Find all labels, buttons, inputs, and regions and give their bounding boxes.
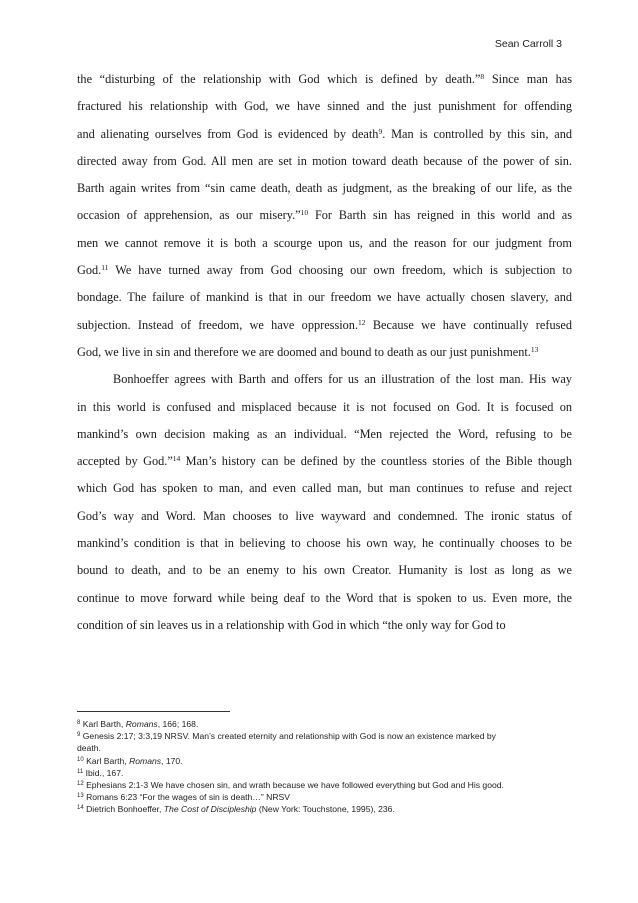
footnote (77, 767, 567, 779)
body-line-text: accepted by God.” (77, 454, 173, 469)
body-line-text: mankind’s condition is that in believing to choose his own way, he continually chooses to be (77, 536, 572, 551)
body-line-text: men we cannot remove it is both a scourge upon us, and the reason for our judgment from (77, 235, 572, 250)
footnote (77, 755, 567, 767)
body-line-text: God’s way and Word. Man chooses to live wayward and condemned. The ironic status of (77, 508, 572, 523)
body-line (77, 448, 572, 475)
body-line-text: Because we have continually refused (365, 317, 572, 332)
body-line (77, 421, 572, 448)
footnote-number: 12 (77, 781, 84, 788)
body-line-text: For Barth sin has reigned in this world and as (308, 208, 573, 223)
body-line (77, 530, 572, 557)
footnote (77, 742, 567, 754)
footnote-number: 14 (77, 805, 84, 812)
footnote-text: death. (77, 743, 101, 754)
footnote-separator (77, 711, 230, 712)
body-line (77, 394, 572, 421)
body-line-text: continue to move forward while being deaf to the Word that is spoken to us. Even more, the (77, 590, 572, 605)
footnote-text: , 166; 168. (157, 719, 199, 729)
body-line (77, 366, 572, 393)
footnote-title: The Cost of Discipleship (163, 804, 257, 815)
body-line-text: the “disturbing of the relationship with God which is defined by death.” (77, 72, 481, 86)
body-line (77, 585, 572, 612)
body-text (77, 66, 572, 639)
footnote-reference[interactable]: 8 (480, 72, 485, 81)
body-line-text: God. (77, 263, 102, 278)
footnote-text: Romans 6:23 “For the wages of sin is death…” NRSV (83, 792, 291, 803)
footnote-text: Ephesians 2:1-3 We have chosen sin, and wrath because we have followed everything but God and His good. (83, 780, 504, 791)
body-line-text: Man’s history can be defined by the countless stories of the Bible though (180, 454, 572, 469)
footnote-number: 8 (77, 720, 81, 726)
body-line (77, 284, 572, 311)
footnote-reference[interactable]: 11 (101, 263, 109, 273)
running-header: Sean Carroll 3 (494, 38, 562, 50)
body-line (77, 475, 572, 502)
body-line-text: bound to death, and to be an enemy to his own Creator. Humanity is lost as long as we (77, 563, 572, 578)
footnote (77, 779, 567, 791)
body-line-text: in this world is confused and misplaced because it is not focused on God. It is focused on (77, 399, 572, 414)
body-line (77, 93, 572, 120)
footnote-title: Romans (125, 719, 158, 729)
body-line-text: Barth again writes from “sin came death, death as judgment, as the breaking of our life, as the (77, 181, 572, 196)
body-line-text: directed away from God. All men are set in motion toward death because of the power of sin. (77, 153, 572, 168)
footnote-reference[interactable]: 12 (358, 317, 366, 327)
body-line (77, 612, 572, 639)
body-line-text: fractured his relationship with God, we have sinned and the just punishment for offending (77, 99, 572, 114)
body-line-text: God, we live in sin and therefore we are doomed and bound to death as our just punishment. (77, 344, 531, 359)
body-line (77, 175, 572, 202)
footnote-number: 10 (77, 756, 84, 763)
footnote-reference[interactable]: 13 (530, 344, 539, 354)
footnote (77, 803, 567, 815)
footnote-text: (New York: Touchstone, 1995), 236. (256, 804, 395, 815)
body-line (77, 202, 572, 229)
body-line-text: which God has spoken to man, and even called man, but man continues to refuse and reject (77, 481, 572, 496)
body-line (77, 66, 572, 93)
body-line-text: condition of sin leaves us in a relationship with God in which “the only way for God to (77, 617, 506, 632)
body-line (77, 503, 572, 530)
footnote-number: 11 (77, 768, 84, 775)
body-line-text: We have turned away from God choosing our own freedom, which is subjection to (108, 263, 572, 278)
footnote-text: Karl Barth, (83, 755, 130, 766)
body-line (77, 230, 572, 257)
footnote-title: Romans (129, 755, 162, 766)
body-line-text: Since man has (484, 72, 572, 86)
body-line-text: mankind’s own decision making as an individual. “Men rejected the Word, refusing to be (77, 426, 572, 441)
body-line-text: Bonhoeffer agrees with Barth and offers for us an illustration of the lost man. His way (113, 372, 572, 387)
body-line (77, 121, 572, 148)
footnote-number: 13 (77, 793, 84, 800)
body-line (77, 257, 572, 284)
footnote-reference[interactable]: 9 (378, 126, 383, 136)
body-line (77, 339, 572, 366)
body-line (77, 557, 572, 584)
footnotes (77, 718, 567, 816)
body-line-text: bondage. The failure of mankind is that in our freedom we have actually chosen slavery, and (77, 290, 572, 305)
body-line (77, 312, 572, 339)
footnote-number: 9 (77, 732, 81, 739)
body-line (77, 148, 572, 175)
body-line-text: occasion of apprehension, as our misery.” (77, 208, 301, 223)
footnote-text: , 170. (161, 755, 183, 766)
footnote-text: Ibid., 167. (83, 767, 124, 778)
footnote (77, 730, 567, 742)
footnote-text: Karl Barth, (80, 719, 126, 729)
footnote-text: Genesis 2:17; 3:3,19 NRSV. Man’s created eternity and relationship with God is now an existence marked by (80, 731, 496, 742)
footnote (77, 718, 567, 730)
footnote (77, 791, 567, 803)
footnote-reference[interactable]: 10 (300, 208, 309, 218)
body-line-text: and alienating ourselves from God is evidenced by death (77, 126, 379, 141)
footnote-reference[interactable]: 14 (172, 454, 181, 464)
body-line-text: subjection. Instead of freedom, we have oppression. (77, 317, 359, 332)
footnote-text: Dietrich Bonhoeffer, (83, 804, 164, 815)
body-line-text: . Man is controlled by this sin, and (382, 126, 572, 141)
